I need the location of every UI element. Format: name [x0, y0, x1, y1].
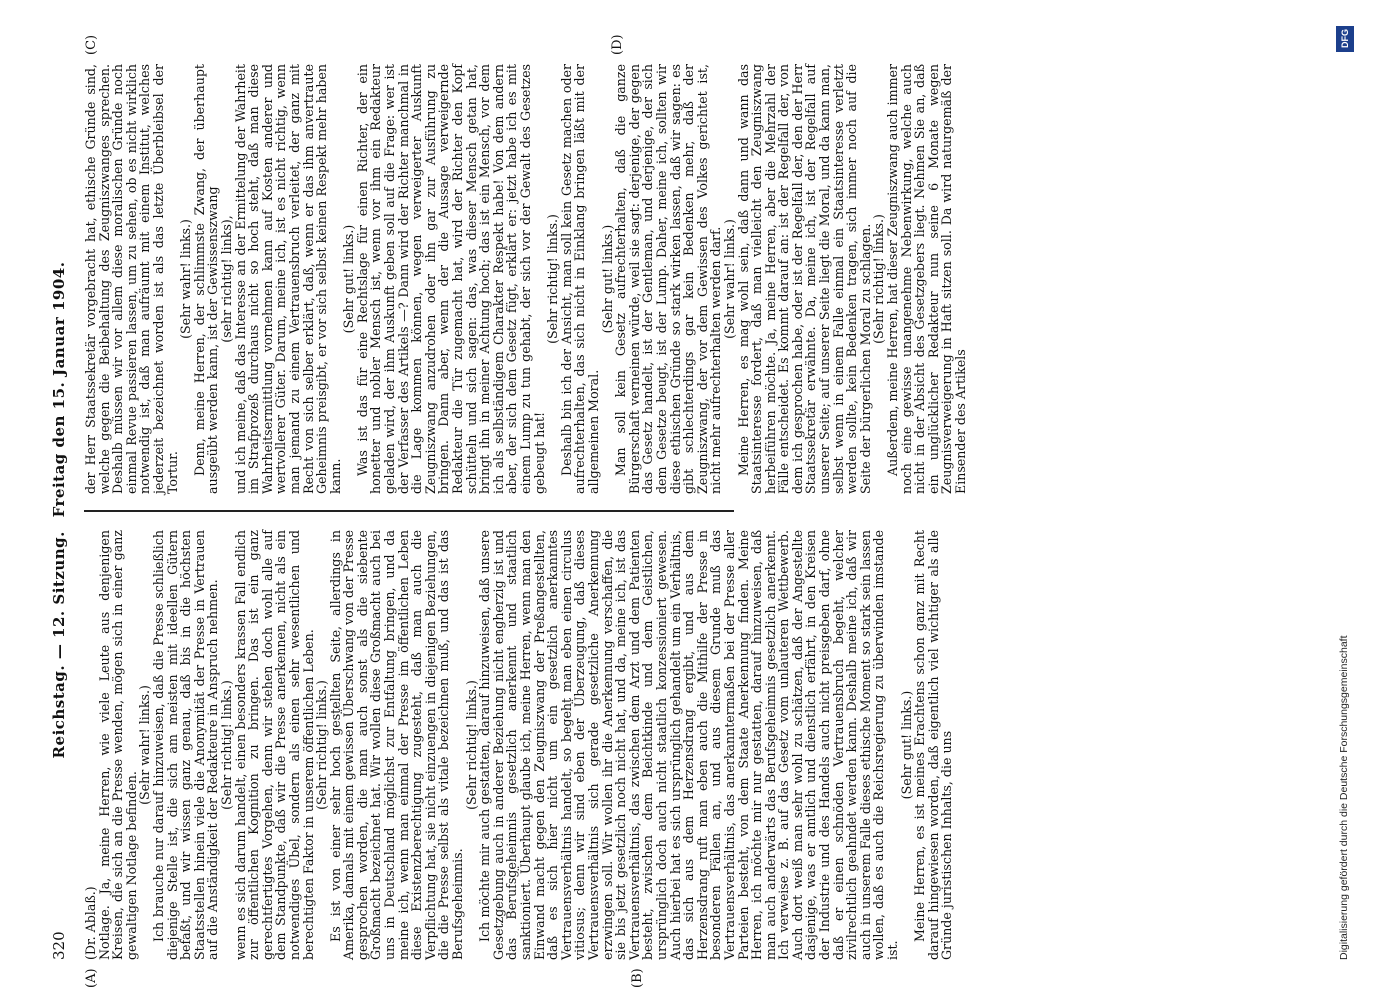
interjection: (Sehr wahr! links.) [178, 219, 194, 339]
paragraph: Deshalb bin ich der Ansicht, man soll kein Gesetz machen oder aufrechterhalten, das sich nicht in Einklang bringen läßt mit der allgemeinen Moral. [558, 64, 601, 494]
interjection: (Sehr richtig! links.) [218, 680, 234, 810]
speaker-label: (Dr. Ablaß.) [83, 886, 98, 960]
interjection: (Sehr gut! links.) [599, 224, 615, 334]
interjection: (Sehr richtig! links.) [545, 214, 561, 344]
header-session: Reichstag. — 12. Sitzung. [50, 531, 68, 759]
paragraph: Es ist von einer sehr hoch gestellten Seite, allerdings in Amerika, damals mit einem gewissen Überschwang von der Presse gesprochen worden, die man auch sonst als die siebente Großmacht bezeichnet hat. Wir wollen diese Großmacht auch bei uns in Deutschland möglichst zur Entfaltung bringen, und da meine ich, wenn man einmal der Presse im öffentlichen Leben diese Existenzberechtigung zugesteht, daß man auch die Verpflichtung hat, sie nicht einzuengen in diejenigen Beziehungen, die die Presse selbst als vitale bezeichnen muß, und das ist das Berufsgeheimnis. [327, 530, 466, 960]
interjection: (Sehr richtig! links.) [314, 680, 330, 810]
interjection: (sehr richtig! links), [218, 215, 234, 343]
interjection: (Sehr richtig! links.) [463, 680, 479, 810]
paragraph: wenn es sich darum handelt, einen besonders krassen Fall endlich zur öffentlichen Kognition zu bringen. Das ist ein ganz gerechtfertigtes Vorgehen, denn wir stehen doch wohl alle auf dem Standpunkte, daß wir die Presse anerkennen, nicht als ein notwendiges Übel, sondern als einen sehr wesentlichen und berechtigten Faktor in unserem öffentlichen Leben. [232, 530, 316, 960]
margin-marker-a: (A) [84, 968, 99, 988]
document-page [50, 34, 1310, 988]
paragraph: Notlage. Ja, meine Herren, wie viele Leute aus denjenigen Kreisen, die sich an die Presse wenden, mögen sich in einer ganz gewaltigen Notlage befinden. [96, 530, 139, 960]
left-column [84, 530, 954, 960]
margin-marker-c: (C) [84, 34, 99, 55]
interjection: (Sehr wahr! links.) [137, 685, 153, 805]
paragraph: Außerdem, meine Herren, hat dieser Zeugniszwang auch immer noch eine gewisse unangenehme Nebenwirkung, welche auch nicht in der Absicht des Gesetzgebers liegt. Nehmen Sie an, daß ein unglücklicher Redakteur nun seine 6 Monate wegen Zeugnisverweigerung in Haft sitzen soll. Da wird naturgemäß der Einsender des Artikels [885, 63, 968, 494]
interjection: (Sehr gut! links.) [341, 224, 357, 334]
sidebar-credit [1330, 20, 1370, 980]
paragraph: Was ist das für eine Rechtslage für einen Richter, der ein honetter und nobler Mensch ist, wenn vor ihm ein Redakteur geladen wird, der ihm Auskunft geben soll auf die Frage: wer ist der Verfasser des Artikels —? Dann wird der Richter manchmal in die Lage kommen können, wegen verweigerter Auskunft Zeugniszwang anzudrohen oder ihn gar zur Ausführung zu bringen. Dann aber, wenn der die Aussage verweigernde Redakteur die Tür zugemacht hat, wird der Richter den Kopf schütteln und sich sagen: das, was dieser Mensch getan hat, bringt ihn in meiner Achtung hoch; das ist ein Mensch, vor dem ich als selbständigem Charakter Respekt habe! Von dem andern aber, der sich dem Gesetz fügt, erklärt er: jetzt habe ich es mit einem Lump zu tun gehabt, der sich vor der Gewalt des Gesetzes gebeugt hat! [354, 64, 547, 494]
header-title [50, 60, 68, 960]
digitization-note: Digitalisierung gefördert durch die Deutsche Forschungsgemeinschaft [1338, 635, 1350, 960]
paragraph: und ich meine, daß das Interesse an der Ermittelung der Wahrheit im Strafprozeß durchaus nicht so hoch steht, daß man diese Wahrheitsermittlung vornehmen kann auf Kosten anderer und wertvollerer Güter. Darum, meine ich, ist es nicht richtig, wenn man jemand zu einem Vertrauensbruch verleitet, der ganz mit Recht von sich selber erklärt, daß, wenn er das ihm anvertraute Geheimnis preisgibt, er vor sich selbst keinen Respekt mehr haben kann. [232, 64, 343, 494]
page-number: 320 [50, 931, 68, 960]
page-header [50, 60, 72, 960]
paragraph: Denn, meine Herren, der schlimmste Zwang, der überhaupt ausgeübt werden kann, ist der Gewissenszwang [191, 64, 221, 494]
right-column [84, 64, 968, 494]
header-date: Freitag den 15. Januar 1904. [50, 261, 68, 518]
interjection: (Sehr gut! links.) [898, 690, 914, 800]
dfg-logo: DFG [1336, 26, 1354, 52]
interjection: (Sehr richtig! links.) [871, 214, 887, 344]
paragraph: Ich möchte mir auch gestatten, darauf hinzuweisen, daß unsere Gesetzgebung auch in anderer Beziehung nicht engherzig ist und das Berufsgeheimnis gesetzlich anerkennt und staatlich sanktioniert. Überhaupt glaube ich, meine Herren, wenn man den Einwand macht gegen den Zeugniszwang der Preßangestellten, daß es sich hier nicht um ein gesetzlich anerkanntes Vertrauensverhältnis handelt, so begeht man eben einen circulus vitiosus; denn wir sind eben der Überzeugung, daß dieses Vertrauensverhältnis sich gerade gesetzliche Anerkennung erzwingen soll. Wir wollen ihr die Anerkennung verschaffen, die sie bis jetzt gesetzlich noch nicht hat, und da, meine ich, ist das Vertrauensverhältnis, das zwischen dem Arzt und dem Patienten besteht, zwischen dem Beichtkinde und dem Geistlichen, ursprünglich doch auch nicht staatlich konzessioniert gewesen. Auch hierbei hat es sich ursprünglich gehandelt um ein Verhältnis, das sich aus dem Herzensdrang ergibt, und aus dem Herzensdrang ruft man eben auch die Mithilfe der Presse in besonderen Fällen an, und aus diesem Grunde muß das Vertrauensverhältnis, das anerkanntermaßen bei der Presse aller Parteien besteht, von dem Staate Anerkennung finden. Meine Herren, ich möchte mir nur gestatten, darauf hinzuweisen, daß man auch anderwärts das Berufsgeheimnis gesetzlich anerkennt. Ich verweise z. B. auf das Gesetz vom unlauteren Wettbewerb. Auch dort weiß man sehr wohl zu schätzen, daß der Angestellte dasjenige, was er amtlich und dienstlich erfährt, in den Kreisen der Industrie und des Handels auch nicht preisgeben darf, ohne daß er einen schnöden Vertrauensbruch begeht, welcher zivilrechtlich geahndet werden kann. Deshalb meine ich, daß wir auch in unserem Falle dieses ethische Moment so stark sein lassen wollen, daß es auch die Reichsregierung zu überwinden imstande ist. [477, 530, 901, 960]
paragraph: Meine Herren, es mag wohl sein, daß dann und wann das Staatsinteresse fordert, daß man vielleicht den Zeugniszwang herbeiführen möchte. Ja, meine Herren, aber die Mehrzahl der Fälle entscheidet. Es kommt darauf an: ist der Regelfall der, von dem ich gesprochen habe, oder ist der Regelfall der, den der Herr Staatssekretär erwähnte. Da, meine ich, ist der Regelfall auf unserer Seite; auf unserer Seite liegt die Moral, und da kann man, selbst wenn in einem Falle einmal ein Staatsinteresse verletzt werden sollte, kein Bedenken tragen, sich immer noch auf die Seite der bürgerlichen Moral zu schlagen. [735, 64, 873, 494]
paragraph: der Herr Staatssekretär vorgebracht hat, ethische Gründe sind, welche gegen die Beibehaltung des Zeugniszwanges sprechen. Deshalb müssen wir vor allem diese moralischen Gründe noch einmal Revue passieren lassen, um zu sehen, ob es nicht wirklich notwendig ist, daß man aufräumt mit einem Institut, welches jederzeit bezeichnet worden ist als das letzte Überbleibsel der Tortur. [83, 64, 180, 494]
paragraph: Man soll kein Gesetz aufrechterhalten, daß die ganze Bürgerschaft verneinen würde, weil sie sagt: derjenige, der gegen das Gesetz handelt, ist der Gentleman, und derjenige, der sich dem Gesetze beugt, ist der Lump. Daher, meine ich, sollten wir diese ethischen Gründe so stark wirken lassen, daß wir sagen: es gibt schlechterdings gar kein Bedenken mehr, daß der Zeugniszwang, der vor dem Gewissen des Volkes gerichtet ist, nicht mehr aufrechterhalten werden darf. [613, 64, 724, 494]
paragraph: Ich brauche nur darauf hinzuweisen, daß die Presse schließlich diejenige Stelle ist, die sich am meisten mit ideellen Gütern befaßt, und wir wissen ganz genau, daß bis in die höchsten Staatsstellen hinein viele die Anonymität der Presse in Vertrauen auf die Anständigkeit der Redakteure in Anspruch nehmen. [150, 530, 221, 960]
margin-marker-b: (B) [630, 968, 645, 988]
margin-marker-d: (D) [610, 34, 625, 55]
column-divider [84, 511, 734, 513]
paragraph: Meine Herren, es ist meines Erachtens schon ganz mit Recht darauf hingewiesen worden, daß eigentlich viel wichtiger als alle Gründe juristischen Inhalts, die uns [912, 530, 955, 960]
interjection: (Sehr wahr! links.) [721, 219, 737, 339]
